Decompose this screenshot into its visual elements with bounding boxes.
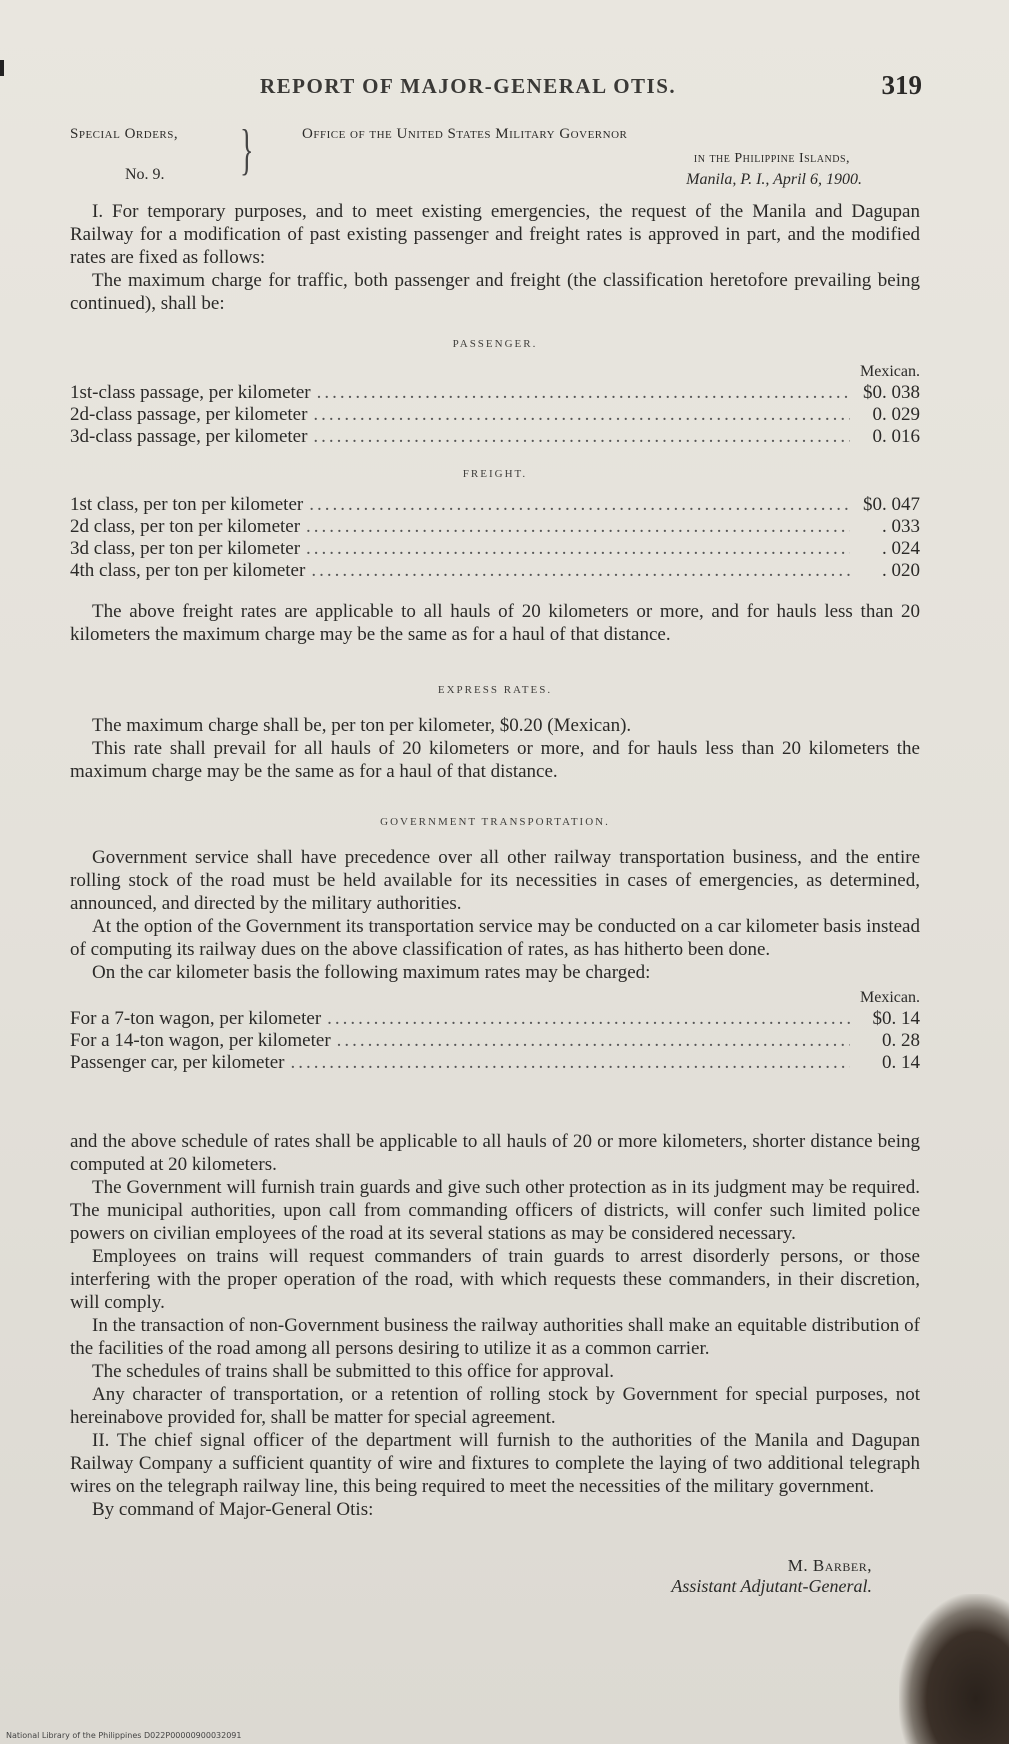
freight-rate-table xyxy=(70,494,920,582)
signature-name: M. Barber, xyxy=(787,1556,872,1575)
rate-label: 2d-class passage, per kilometer xyxy=(70,404,308,425)
page-number: 319 xyxy=(881,70,922,100)
dot-leader xyxy=(337,1030,850,1052)
freight-heading: FREIGHT. xyxy=(462,468,528,480)
dot-leader xyxy=(290,1052,850,1074)
freight-section xyxy=(70,468,920,646)
rate-label: Passenger car, per kilometer xyxy=(70,1052,285,1073)
table-row xyxy=(70,516,920,538)
table-row xyxy=(70,404,920,426)
table-row xyxy=(70,494,920,516)
passenger-section xyxy=(70,338,920,448)
signature-block xyxy=(671,1556,872,1597)
rate-value: . 020 xyxy=(882,560,920,581)
closing-paragraph-2: The Government will furnish train guards and give such other protection as in its judgment may be required. The municipal authorities, upon call from commanding officers of districts, will confer such limited police powers on civilian employees of the road at its several stations as may be considered necessary. xyxy=(70,1177,920,1244)
table-row xyxy=(70,538,920,560)
government-paragraph-2: At the option of the Government its transportation service may be conducted on a car kilometer basis instead of computing its railway dues on the above classification of rates, as has hitherto been done. xyxy=(70,916,920,960)
rate-value: 0. 28 xyxy=(882,1030,920,1051)
closing-paragraph-8: By command of Major-General Otis: xyxy=(92,1499,374,1520)
closing-paragraph-3: Employees on trains will request commanders of train guards to arrest disorderly persons, or those interfering with the proper operation of the road, with which requests these commanders, in their discretion, will comply. xyxy=(70,1246,920,1313)
scan-footer: National Library of the Philippines D022P00000900032091 xyxy=(6,1731,242,1740)
closing-paragraph-6: Any character of transportation, or a retention of rolling stock by Government for special purposes, not hereinabove provided for, shall be matter for special agreement. xyxy=(70,1384,920,1428)
dot-leader xyxy=(306,538,850,560)
dot-leader xyxy=(327,1008,850,1030)
government-paragraph-1: Government service shall have precedence over all other railway transportation business, and the entire rolling stock of the road must be held available for its necessities in cases of emergencies, as determined, announced, and directed by the military authorities. xyxy=(70,847,920,914)
closing-paragraph-4: In the transaction of non-Government business the railway authorities shall make an equitable distribution of the facilities of the road among all persons desiring to utilize it as a common carrier. xyxy=(70,1315,920,1359)
dot-leader xyxy=(306,516,850,538)
rate-label: 3d class, per ton per kilometer xyxy=(70,538,301,559)
rate-value: 0. 14 xyxy=(882,1052,920,1073)
closing-paragraph-5: The schedules of trains shall be submitted to this office for approval. xyxy=(92,1361,615,1382)
closing-paragraph-7: II. The chief signal officer of the department will furnish to the authorities of the Manila and Dagupan Railway Company a sufficient quantity of wire and fixtures to complete the laying of two additional telegraph wires on the telegraph railway line, this being required to meet the necessities of the military government. xyxy=(70,1430,920,1497)
rate-value: $0. 14 xyxy=(872,1008,920,1029)
rate-value: $0. 047 xyxy=(863,494,920,515)
order-heading xyxy=(70,119,920,196)
government-heading: GOVERNMENT TRANSPORTATION. xyxy=(380,816,610,828)
closing-section xyxy=(70,1130,920,1521)
table-row xyxy=(70,382,920,404)
running-head xyxy=(70,70,922,104)
dot-leader xyxy=(313,404,850,426)
dot-leader xyxy=(313,426,850,448)
scan-edge-mark xyxy=(0,60,4,76)
rate-label: For a 7-ton wagon, per kilometer xyxy=(70,1008,322,1029)
rate-label: 2d class, per ton per kilometer xyxy=(70,516,301,537)
passenger-rate-table xyxy=(70,362,920,448)
table-row xyxy=(70,1008,920,1030)
office-line-1: Office of the United States Military Governor xyxy=(302,126,628,142)
office-line-2: in the Philippine Islands, xyxy=(693,151,850,166)
closing-paragraph-1: and the above schedule of rates shall be applicable to all hauls of 20 or more kilometers, shorter distance being computed at 20 kilometers. xyxy=(70,1131,920,1175)
dot-leader xyxy=(317,382,850,404)
rate-value: 0. 016 xyxy=(872,426,920,447)
table-row xyxy=(70,560,920,582)
rate-label: 4th class, per ton per kilometer xyxy=(70,560,306,581)
scanner-thumb-shadow xyxy=(899,1594,1009,1744)
running-title: REPORT OF MAJOR-GENERAL OTIS. xyxy=(260,74,677,98)
table-row xyxy=(70,1052,920,1074)
freight-note: The above freight rates are applicable to all hauls of 20 kilometers or more, and for hauls less than 20 kilometers the maximum charge may be the same as for a haul of that distance. xyxy=(70,601,920,645)
table-row xyxy=(70,426,920,448)
express-section xyxy=(70,684,920,783)
rate-value: $0. 038 xyxy=(863,382,920,403)
intro-paragraph-2: The maximum charge for traffic, both passenger and freight (the classification heretofore prevailing being continued), shall be: xyxy=(70,270,920,314)
dateline: Manila, P. I., April 6, 1900. xyxy=(686,171,862,188)
rate-value: . 024 xyxy=(882,538,920,559)
car-rate-table xyxy=(70,988,920,1074)
passenger-currency-label: Mexican. xyxy=(860,363,920,380)
order-number: No. 9. xyxy=(125,166,165,183)
table-row xyxy=(70,1030,920,1052)
dot-leader xyxy=(309,494,850,516)
express-paragraph-1: The maximum charge shall be, per ton per kilometer, $0.20 (Mexican). xyxy=(92,715,632,736)
government-section xyxy=(70,816,920,1074)
rate-value: 0. 029 xyxy=(872,404,920,425)
government-paragraph-3: On the car kilometer basis the following maximum rates may be charged: xyxy=(92,962,651,983)
brace-icon: } xyxy=(240,119,254,181)
passenger-heading: PASSENGER. xyxy=(452,338,538,350)
rate-label: 1st-class passage, per kilometer xyxy=(70,382,311,403)
special-orders-label: Special Orders, xyxy=(70,126,179,142)
rate-label: For a 14-ton wagon, per kilometer xyxy=(70,1030,331,1051)
express-heading: EXPRESS RATES. xyxy=(437,684,553,696)
dot-leader xyxy=(311,560,850,582)
car-currency-label: Mexican. xyxy=(860,989,920,1006)
signature-title: Assistant Adjutant-General. xyxy=(671,1576,872,1596)
express-paragraph-2: This rate shall prevail for all hauls of 20 kilometers or more, and for hauls less than 20 kilometers the maximum charge may be the same as for a haul of that distance. xyxy=(70,738,920,782)
rate-label: 3d-class passage, per kilometer xyxy=(70,426,308,447)
rate-value: . 033 xyxy=(882,516,920,537)
intro-section xyxy=(70,200,920,315)
intro-paragraph-1: I. For temporary purposes, and to meet existing emergencies, the request of the Manila and Dagupan Railway for a modification of past existing passenger and freight rates is approved in part, and the modified rates are fixed as follows: xyxy=(70,201,920,268)
rate-label: 1st class, per ton per kilometer xyxy=(70,494,304,515)
